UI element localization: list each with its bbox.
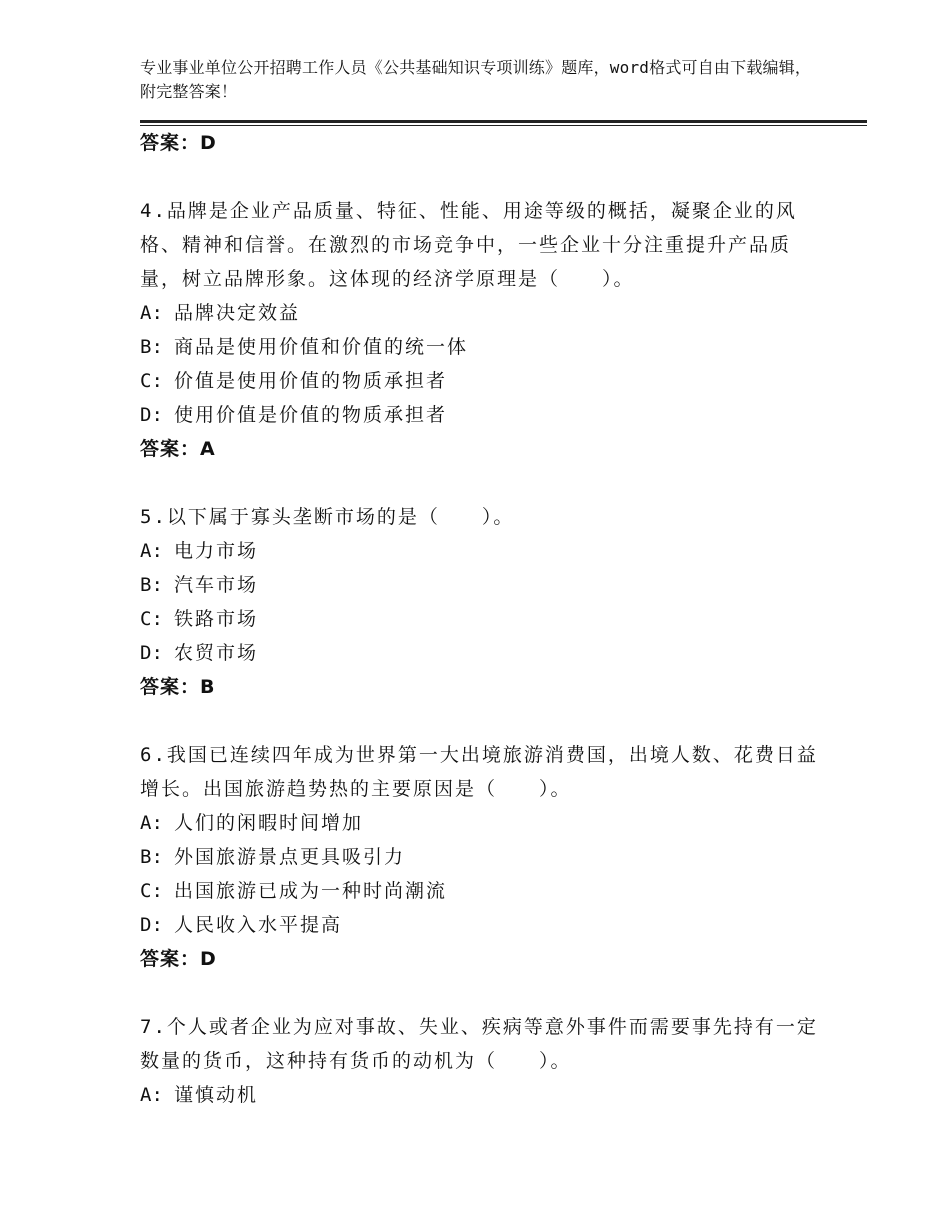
question-5 xyxy=(140,500,820,704)
option-b xyxy=(140,840,820,874)
option-a xyxy=(140,1078,820,1112)
option-key: B: xyxy=(140,336,163,358)
question-stem: 5.以下属于寡头垄断市场的是（ ）。 xyxy=(140,506,515,528)
option-key: D: xyxy=(140,642,163,664)
answer-line: 答案：D xyxy=(140,948,217,970)
option-c xyxy=(140,602,820,636)
option-text: 人民收入水平提高 xyxy=(174,914,343,936)
question-stem: 7.个人或者企业为应对事故、失业、疾病等意外事件而需要事先持有一定数量的货币，这种持有货币的动机为（ ）。 xyxy=(140,1016,818,1072)
option-text: 外国旅游景点更具吸引力 xyxy=(174,846,406,868)
option-key: A: xyxy=(140,540,163,562)
option-d xyxy=(140,636,820,670)
option-b xyxy=(140,568,820,602)
option-text: 品牌决定效益 xyxy=(174,302,301,324)
option-key: C: xyxy=(140,608,163,630)
option-a xyxy=(140,534,820,568)
option-key: B: xyxy=(140,574,163,596)
content xyxy=(140,126,820,1112)
question-6 xyxy=(140,738,820,976)
option-key: C: xyxy=(140,370,163,392)
header-rule-thick xyxy=(140,120,867,123)
option-text: 使用价值是价值的物质承担者 xyxy=(174,404,448,426)
question-7 xyxy=(140,1010,820,1112)
option-text: 电力市场 xyxy=(174,540,259,562)
option-key: A: xyxy=(140,812,163,834)
question-stem: 6.我国已连续四年成为世界第一大出境旅游消费国，出境人数、花费日益增长。出国旅游趋势热的主要原因是（ ）。 xyxy=(140,744,818,800)
option-a xyxy=(140,806,820,840)
page-header: 专业事业单位公开招聘工作人员《公共基础知识专项训练》题库，word格式可自由下载编辑，附完整答案！ xyxy=(140,58,812,101)
answer-line: 答案：D xyxy=(140,132,217,154)
option-text: 人们的闲暇时间增加 xyxy=(174,812,364,834)
answer-line: 答案：B xyxy=(140,676,216,698)
question-4 xyxy=(140,194,820,466)
question-stem: 4.品牌是企业产品质量、特征、性能、用途等级的概括，凝聚企业的风格、精神和信誉。在激烈的市场竞争中，一些企业十分注重提升产品质量，树立品牌形象。这体现的经济学原理是（ ）。 xyxy=(140,200,797,290)
option-d xyxy=(140,398,820,432)
option-text: 谨慎动机 xyxy=(174,1084,259,1106)
option-d xyxy=(140,908,820,942)
option-a xyxy=(140,296,820,330)
option-key: A: xyxy=(140,1084,163,1106)
option-key: D: xyxy=(140,914,163,936)
option-text: 铁路市场 xyxy=(174,608,259,630)
option-key: B: xyxy=(140,846,163,868)
option-text: 汽车市场 xyxy=(174,574,259,596)
answer-line: 答案：A xyxy=(140,438,216,460)
option-text: 出国旅游已成为一种时尚潮流 xyxy=(174,880,448,902)
option-c xyxy=(140,874,820,908)
option-b xyxy=(140,330,820,364)
option-text: 农贸市场 xyxy=(174,642,259,664)
option-text: 商品是使用价值和价值的统一体 xyxy=(174,336,469,358)
option-text: 价值是使用价值的物质承担者 xyxy=(174,370,448,392)
option-key: A: xyxy=(140,302,163,324)
option-key: D: xyxy=(140,404,163,426)
option-c xyxy=(140,364,820,398)
option-key: C: xyxy=(140,880,163,902)
